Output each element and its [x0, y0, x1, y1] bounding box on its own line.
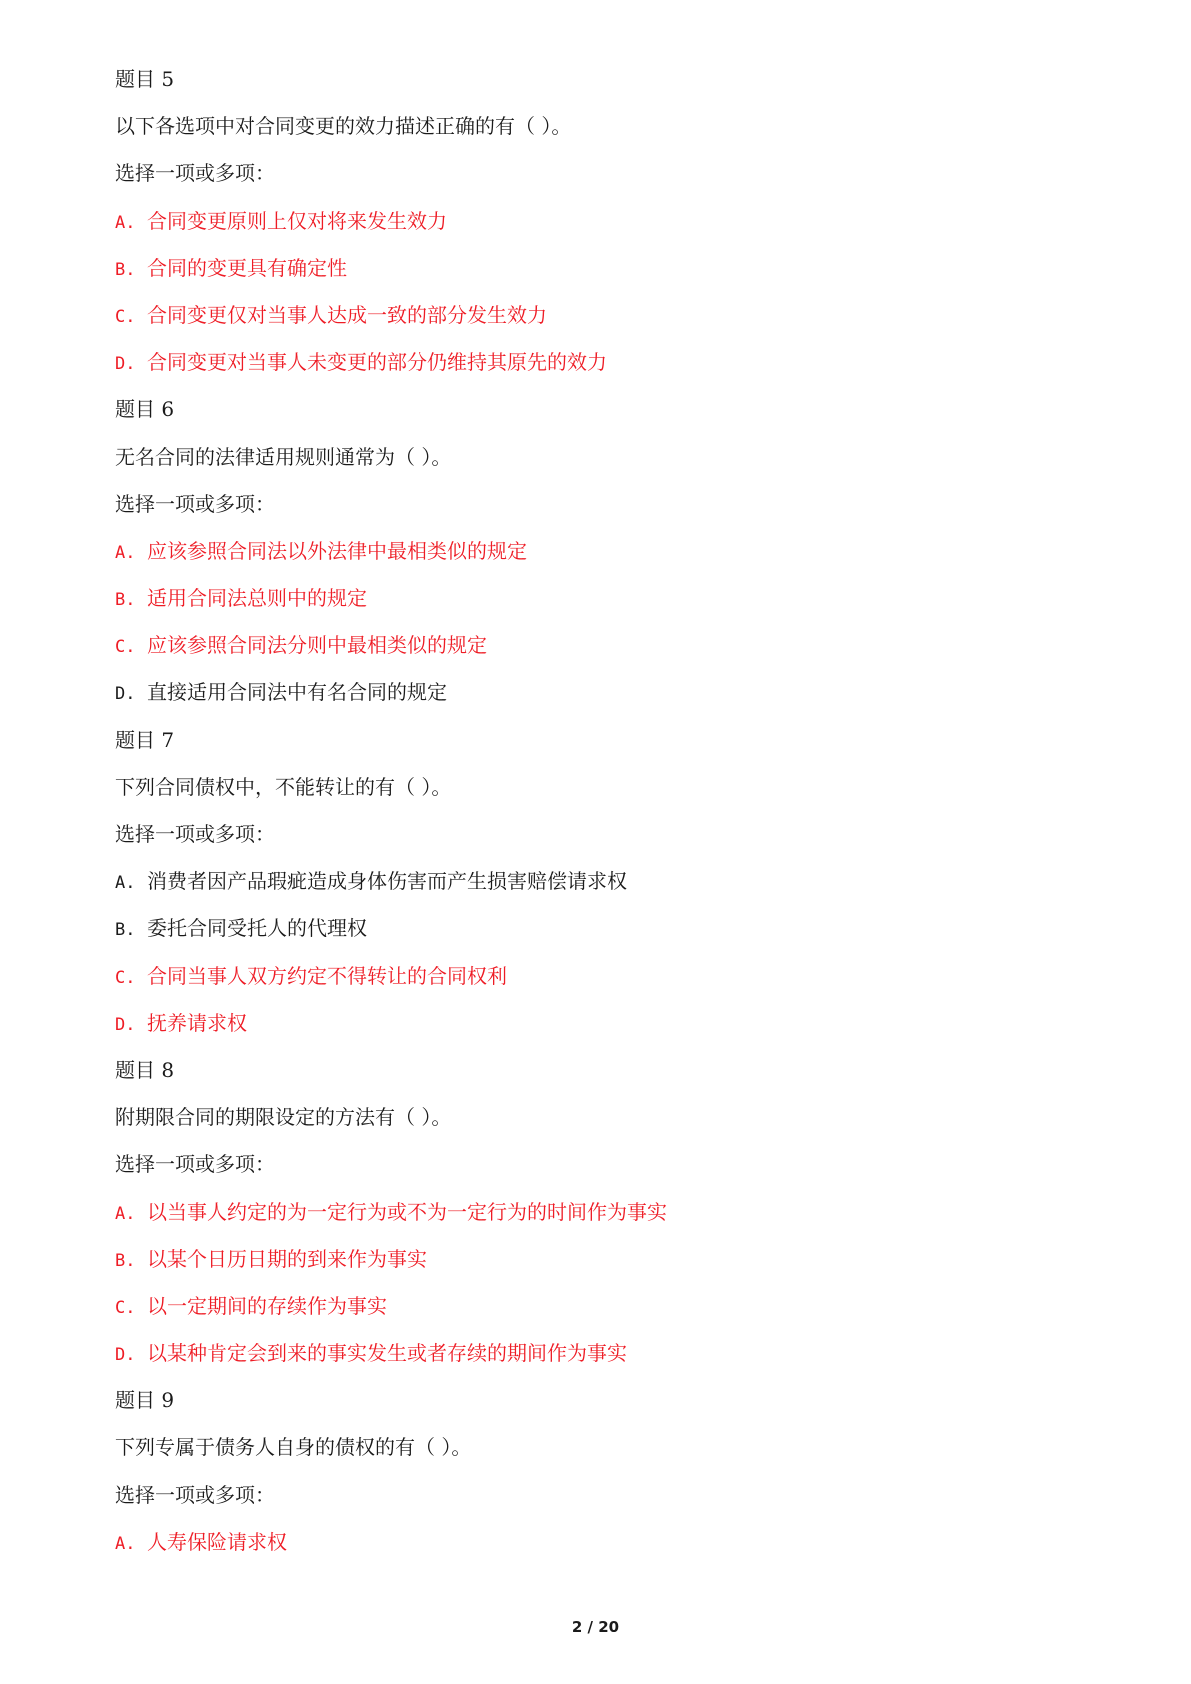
option-letter: C.: [115, 967, 136, 988]
option-text: 合同当事人双方约定不得转让的合同权利: [147, 963, 507, 988]
option-d: [115, 1008, 1115, 1055]
option-a: [115, 206, 1115, 253]
option-text: 应该参照合同法分则中最相类似的规定: [147, 633, 487, 658]
option-letter: A.: [115, 873, 136, 894]
option-letter: B.: [115, 590, 136, 611]
option-text: 以一定期间的存续作为事实: [147, 1293, 387, 1318]
option-c: [115, 630, 1115, 677]
option-b: [115, 913, 1115, 960]
question-prompt: 选择一项或多项：: [115, 1482, 275, 1507]
option-text: 合同变更对当事人未变更的部分仍维持其原先的效力: [147, 350, 607, 375]
option-a: [115, 536, 1115, 583]
option-letter: D.: [115, 354, 136, 375]
option-b: [115, 1244, 1115, 1291]
question-title: 题目 6: [115, 397, 175, 422]
question-stem: 下列专属于债务人自身的债权的有（ ）。: [115, 1435, 472, 1460]
option-text: 应该参照合同法以外法律中最相类似的规定: [147, 538, 527, 563]
option-letter: D.: [115, 684, 136, 705]
option-letter: A.: [115, 542, 136, 563]
option-letter: A.: [115, 1533, 136, 1554]
option-letter: B.: [115, 920, 136, 941]
option-c: [115, 961, 1115, 1008]
question-stem: 附期限合同的期限设定的方法有（ ）。: [115, 1105, 452, 1130]
option-text: 消费者因产品瑕疵造成身体伤害而产生损害赔偿请求权: [147, 869, 627, 894]
question-stem: 以下各选项中对合同变更的效力描述正确的有（ ）。: [115, 114, 572, 139]
option-letter: D.: [115, 1345, 136, 1366]
option-letter: B.: [115, 1250, 136, 1271]
option-c: [115, 1291, 1115, 1338]
option-text: 以当事人约定的为一定行为或不为一定行为的时间作为事实: [147, 1199, 667, 1224]
question-prompt: 选择一项或多项：: [115, 1152, 275, 1177]
option-text: 直接适用合同法中有名合同的规定: [147, 680, 447, 705]
option-b: [115, 253, 1115, 300]
option-letter: C.: [115, 637, 136, 658]
option-text: 合同变更原则上仅对将来发生效力: [147, 208, 447, 233]
option-text: 委托合同受托人的代理权: [147, 916, 367, 941]
question-prompt: 选择一项或多项：: [115, 161, 275, 186]
question-title: 题目 8: [115, 1057, 175, 1082]
option-text: 抚养请求权: [147, 1010, 247, 1035]
question-stem: 无名合同的法律适用规则通常为（ ）。: [115, 444, 452, 469]
option-a: [115, 1197, 1115, 1244]
option-a: [115, 1527, 1115, 1574]
option-text: 适用合同法总则中的规定: [147, 586, 367, 611]
question-title: 题目 5: [115, 67, 175, 91]
option-d: [115, 677, 1115, 724]
option-text: 合同的变更具有确定性: [147, 255, 347, 280]
option-letter: B.: [115, 259, 136, 280]
option-b: [115, 583, 1115, 630]
option-letter: D.: [115, 1014, 136, 1035]
option-d: [115, 1338, 1115, 1385]
option-text: 以某种肯定会到来的事实发生或者存续的期间作为事实: [147, 1341, 627, 1366]
option-letter: C.: [115, 306, 136, 327]
option-letter: A.: [115, 1203, 136, 1224]
question-title: 题目 7: [115, 727, 175, 752]
option-a: [115, 866, 1115, 913]
option-text: 人寿保险请求权: [147, 1529, 287, 1554]
question-title: 题目 9: [115, 1388, 175, 1413]
page-number: 2 / 20: [571, 1618, 620, 1636]
option-c: [115, 300, 1115, 347]
option-text: 以某个日历日期的到来作为事实: [147, 1246, 427, 1271]
question-stem: 下列合同债权中，不能转让的有（ ）。: [115, 774, 452, 799]
option-text: 合同变更仅对当事人达成一致的部分发生效力: [147, 302, 547, 327]
option-letter: A.: [115, 212, 136, 233]
question-prompt: 选择一项或多项：: [115, 822, 275, 846]
question-prompt: 选择一项或多项：: [115, 491, 275, 516]
option-letter: C.: [115, 1297, 136, 1318]
option-d: [115, 347, 1115, 394]
document-page: [115, 64, 1115, 1574]
